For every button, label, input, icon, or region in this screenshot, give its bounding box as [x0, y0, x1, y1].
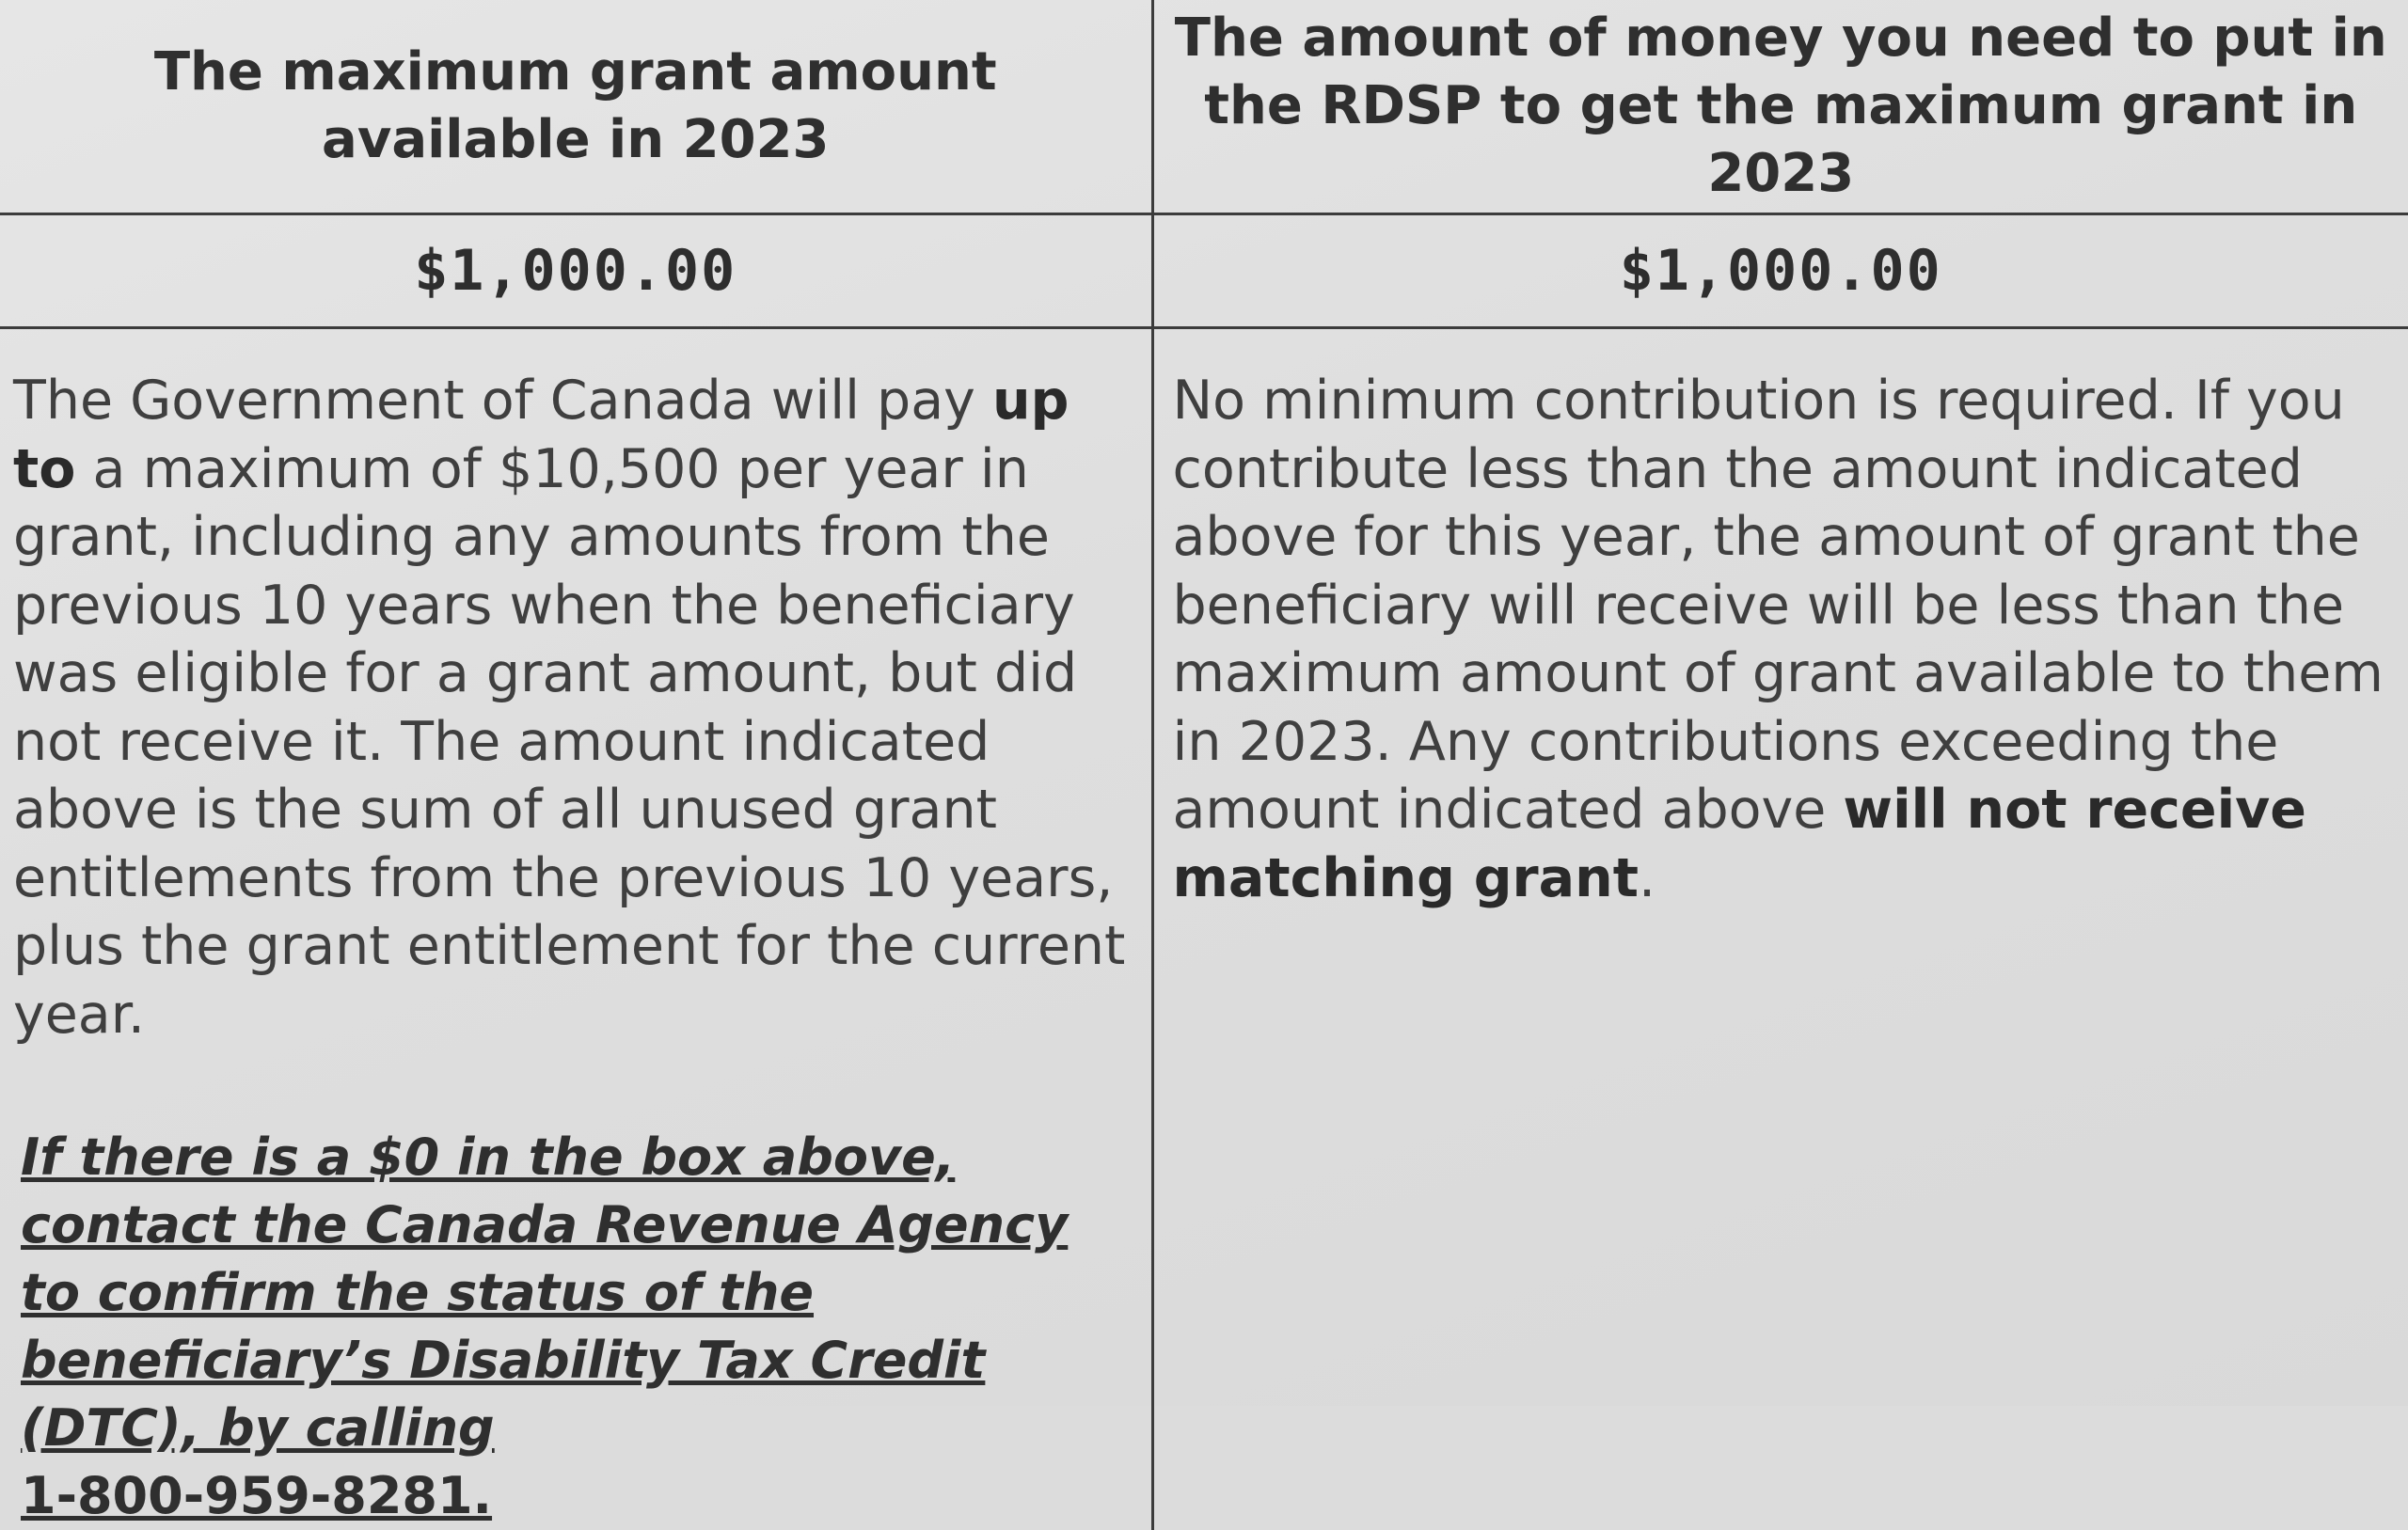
- left-text-part1: The Government of Canada will pay: [13, 370, 992, 432]
- right-text-part1: No minimum contribution is required. If you contribute less than the amount indicated above for this year, the amount of grant the beneficiary will receive will be less than the maximum amount of grant available to them in 2023. Any contributions exceeding the amount indicated above: [1173, 370, 2384, 841]
- amount-row: [0, 214, 2408, 328]
- header-row: [0, 0, 2408, 214]
- cra-phone-number: 1-800-959-8281.: [21, 1466, 492, 1525]
- header-contribution-needed: [1152, 0, 2408, 214]
- header-max-grant-text: The maximum grant amount available in 2023: [0, 39, 1151, 174]
- left-text-bold: up to: [13, 370, 1069, 500]
- left-details-cell: [0, 328, 1152, 1530]
- details-row: [0, 328, 2408, 1530]
- max-grant-amount: $1,000.00: [0, 214, 1152, 328]
- header-max-grant: [0, 0, 1152, 214]
- left-text-part2: a maximum of $10,500 per year in grant, including any amounts from the previous 10 years when the beneficiary was eligible for a grant amount, but did not receive it. The amount indicated above is the sum of all unused grant entitlements from the previous 10 years, plus the grant entitlement for the current year.: [13, 438, 1125, 1046]
- right-text-bold: will not receive matching grant: [1173, 779, 2306, 909]
- contact-note: [13, 1124, 1133, 1530]
- contribution-amount: $1,000.00: [1152, 214, 2408, 328]
- right-details-cell: [1152, 328, 2408, 1530]
- contact-note-text: If there is a $0 in the box above, contact the Canada Revenue Agency to confirm the status of the beneficiary’s Disability Tax Credit (DTC), by calling: [21, 1128, 1068, 1458]
- right-details-text: [1154, 329, 2408, 912]
- header-contribution-text: The amount of money you need to put in the RDSP to get the maximum grant in 2023: [1154, 5, 2408, 208]
- left-details-text: [0, 329, 1151, 1530]
- right-text-part2: .: [1639, 847, 1656, 909]
